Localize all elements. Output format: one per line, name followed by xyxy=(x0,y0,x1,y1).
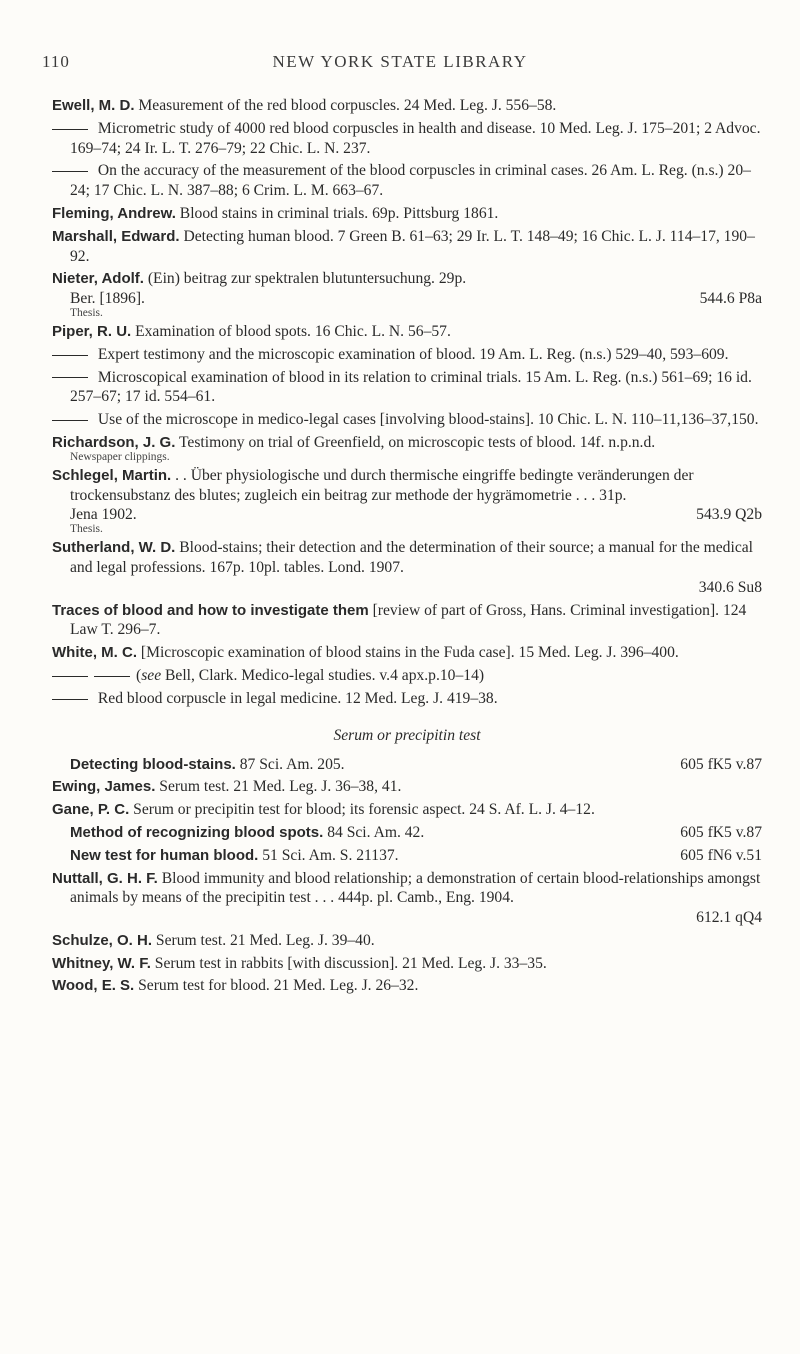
entry-imprint: Ber. [1896]. xyxy=(70,290,145,308)
ditto-dash xyxy=(52,420,88,421)
entry-note: Newspaper clippings. xyxy=(70,450,170,463)
section-title: Serum or precipitin test xyxy=(333,726,481,744)
ditto-dash xyxy=(52,699,88,700)
entry-text: [review of part of Gross, Hans. Criminal investigation]. 124 Law T. 296–7. xyxy=(70,601,747,639)
ditto-dash xyxy=(52,377,88,378)
list-item xyxy=(52,846,762,866)
entry-author: Wood, E. S. xyxy=(52,977,135,995)
entry-text: Serum test for blood. 21 Med. Leg. J. 26–32. xyxy=(134,977,419,995)
entry-text: Microscopical examination of blood in its relation to criminal trials. 15 Am. L. Reg. (n.s.) 561–69; 16 id. 257–67; 17 id. 554–61. xyxy=(70,368,752,406)
entry-text: 84 Sci. Am. 42. xyxy=(323,823,425,841)
see-reference: see xyxy=(141,666,162,684)
entry-text: Expert testimony and the microscopic examination of blood. 19 Am. L. Reg. (n.s.) 529–40, 593–609. xyxy=(94,345,729,363)
entry-text: 51 Sci. Am. S. 21137. xyxy=(258,846,399,864)
page-header xyxy=(42,52,758,76)
list-item xyxy=(52,368,762,408)
entry-text: (Ein) beitrag zur spektralen blutuntersuchung. 29p. xyxy=(143,270,467,288)
entry-text: Serum test. 21 Med. Leg. J. 36–38, 41. xyxy=(155,778,402,796)
entry-author: Schulze, O. H. xyxy=(52,931,153,949)
entry-text: Blood immunity and blood relationship; a demonstration of certain blood-relationships amongst animals by means of the precipitin test . . . 444p. pl. Camb., Eng. 1904. xyxy=(70,869,761,907)
entry-author: Gane, P. C. xyxy=(52,801,130,819)
list-item xyxy=(52,538,762,597)
list-item xyxy=(52,954,762,974)
entry-author: Ewing, James. xyxy=(52,778,156,796)
list-item xyxy=(52,869,762,928)
entry-author: New test for human blood. xyxy=(70,846,259,864)
entry-text: Serum test in rabbits [with discussion]. 21 Med. Leg. J. 33–35. xyxy=(150,954,547,972)
ditto-dash xyxy=(52,171,88,172)
call-number: 605 fK5 v.87 xyxy=(680,823,762,841)
entry-author: Whitney, W. F. xyxy=(52,954,151,972)
call-number: 340.6 Su8 xyxy=(698,578,762,596)
entry-text: [Microscopic examination of blood stains in the Fuda case]. 15 Med. Leg. J. 396–400. xyxy=(137,644,679,662)
entry-text: Detecting human blood. 7 Green B. 61–63; 29 Ir. L. T. 148–49; 16 Chic. L. J. 114–17, 190–92. xyxy=(70,227,755,265)
entry-author: Fleming, Andrew. xyxy=(52,204,176,222)
entry-author: Nieter, Adolf. xyxy=(52,270,144,288)
entry-text: Blood-stains; their detection and the determination of their source; a manual for the medical and legal professions. 167p. 10pl. tables. Lond. 1907. xyxy=(70,539,753,576)
list-item xyxy=(52,777,762,797)
list-item xyxy=(52,823,762,843)
list-item xyxy=(52,976,762,996)
entry-text: Examination of blood spots. 16 Chic. L. N. 56–57. xyxy=(131,322,451,340)
list-item xyxy=(52,345,762,365)
list-item xyxy=(52,119,762,159)
call-number: 605 fN6 v.51 xyxy=(680,846,762,864)
entry-author: Method of recognizing blood spots. xyxy=(70,823,324,841)
list-item xyxy=(52,800,762,820)
entry-author: Marshall, Edward. xyxy=(52,227,180,245)
entry-imprint: Jena 1902. xyxy=(70,506,137,524)
call-number: 605 fK5 v.87 xyxy=(680,755,762,773)
entry-author: Richardson, J. G. xyxy=(52,433,176,451)
ditto-dash xyxy=(52,355,88,356)
entry-note: Thesis. xyxy=(70,523,103,536)
entry-author: Detecting blood-stains. xyxy=(70,755,236,773)
entry-author: Ewell, M. D. xyxy=(52,97,135,114)
list-item: (see Bell, Clark. Medico-legal studies. v.4 apx.p.10–14) xyxy=(52,666,762,686)
entry-text: Serum test. 21 Med. Leg. J. 39–40. xyxy=(152,931,375,949)
call-number: 612.1 qQ4 xyxy=(696,909,762,927)
list-item xyxy=(52,931,762,951)
entry-text: Blood stains in criminal trials. 69p. Pittsburg 1861. xyxy=(175,204,499,222)
list-item xyxy=(52,755,762,775)
page-number: 110 xyxy=(42,52,70,71)
entry-text: Measurement of the red blood corpuscles. 24 Med. Leg. J. 556–58. xyxy=(134,97,557,114)
entry-author: Sutherland, W. D. xyxy=(52,539,176,557)
entry-note: Thesis. xyxy=(70,306,103,319)
call-number: 543.9 Q2b xyxy=(696,506,762,524)
list-item xyxy=(52,601,762,641)
entry-text: 87 Sci. Am. 205. xyxy=(235,755,345,773)
list-item xyxy=(52,269,762,319)
ditto-dash xyxy=(52,676,88,677)
list-item xyxy=(52,322,762,342)
entry-author: Piper, R. U. xyxy=(52,322,132,340)
entry-text: Testimony on trial of Greenfield, on microscopic tests of blood. 14f. n.p.n.d. xyxy=(175,433,656,451)
list-item xyxy=(52,689,762,709)
list-item xyxy=(52,227,762,267)
entry-text: Serum or precipitin test for blood; its forensic aspect. 24 S. Af. L. J. 4–12. xyxy=(129,801,595,819)
call-number: 544.6 P8a xyxy=(699,290,762,308)
list-item xyxy=(52,161,762,201)
entry-text: Bell, Clark. Medico-legal studies. v.4 apx.p.10–14) xyxy=(161,666,485,684)
entry-author: Traces of blood and how to investigate them xyxy=(52,601,369,619)
list-item xyxy=(52,96,762,116)
entry-text: Red blood corpuscle in legal medicine. 12 Med. Leg. J. 419–38. xyxy=(94,689,498,707)
entry-author: Schlegel, Martin. xyxy=(52,466,172,484)
list-item xyxy=(52,466,762,535)
running-title: NEW YORK STATE LIBRARY xyxy=(272,52,528,71)
list-item xyxy=(52,643,762,663)
bibliography-list xyxy=(52,96,762,999)
entry-text: On the accuracy of the measurement of the blood corpuscles in criminal cases. 26 Am. L. Reg. (n.s.) 20–24; 17 Chic. L. N. 387–88; 6 Crim. L. M. 663–67. xyxy=(70,162,751,200)
entry-text: . . Über physiologische und durch thermische eingriffe bedingte veränderungen der trockensubstanz des blutes; zugleich ein beitrag zur methode der hygrämometrie . . . 31p. xyxy=(70,466,694,504)
ditto-dash xyxy=(52,129,88,130)
list-item xyxy=(52,410,762,430)
ditto-dash xyxy=(94,676,130,677)
list-item xyxy=(52,204,762,224)
entry-author: Nuttall, G. H. F. xyxy=(52,869,158,887)
list-item xyxy=(52,433,762,463)
entry-text: Use of the microscope in medico-legal cases [involving blood-stains]. 10 Chic. L. N. 110–11,136–37,150. xyxy=(94,411,759,429)
entry-text: Micrometric study of 4000 red blood corpuscles in health and disease. 10 Med. Leg. J. 175–201; 2 Advoc. 169–74; 24 Ir. L. T. 276–79; 22 Chic. L. N. 237. xyxy=(70,119,761,157)
entry-author: White, M. C. xyxy=(52,644,137,662)
